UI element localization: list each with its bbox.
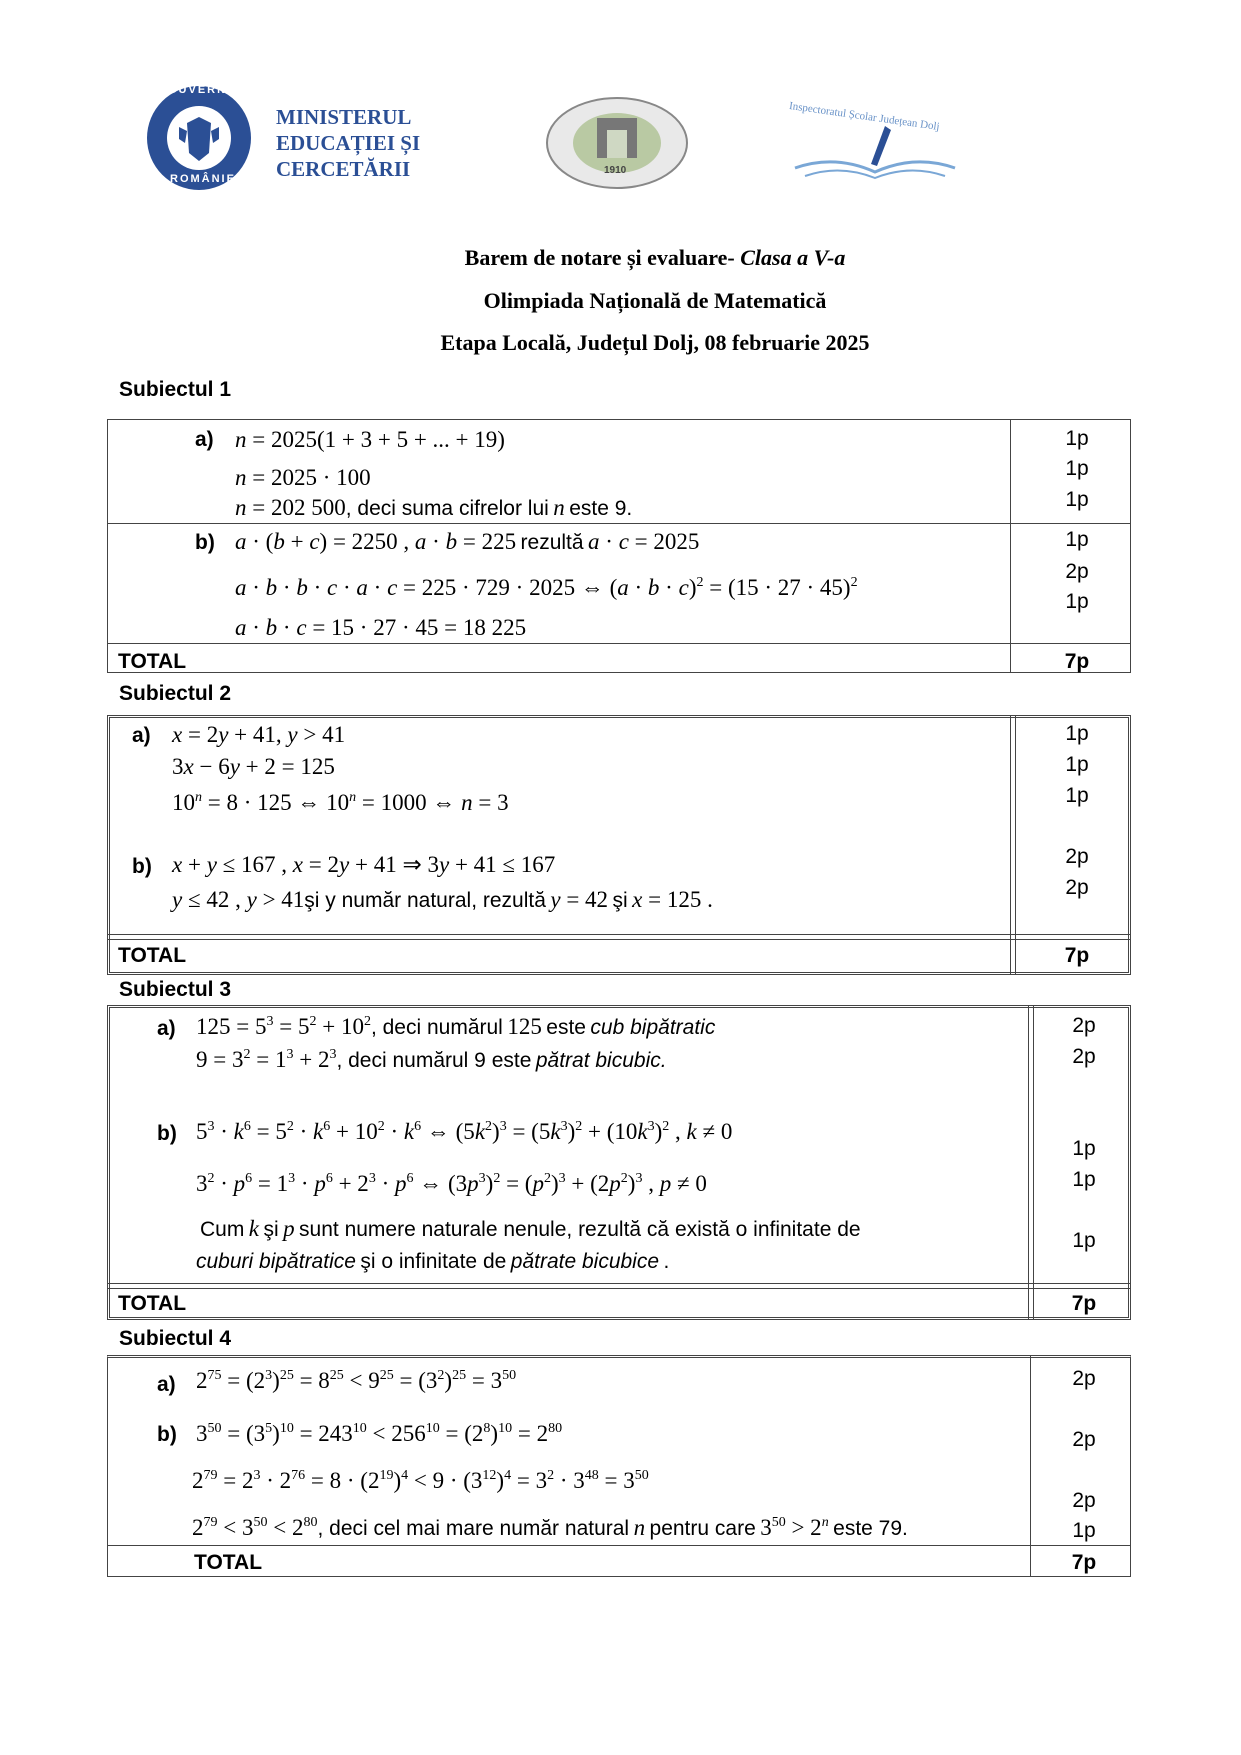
subject-1-a-line-1: n = 2025(1 + 3 + 5 + ... + 19) bbox=[235, 427, 505, 452]
subject-1-a-line-3: n = 202 500, deci suma cifrelor lui n este 9. bbox=[235, 495, 633, 520]
subject-3-b-line-3: Cum k şi p sunt numere naturale nenule, rezultă că există o infinitate de bbox=[200, 1216, 861, 1241]
subject-3-heading: Subiectul 3 bbox=[119, 978, 232, 1001]
subject-2-b-line-2: y ≤ 42 , y > 41şi y număr natural, rezultă y = 42 şi x = 125 . bbox=[172, 887, 713, 912]
subject-3-b-line-2: $3^2 \cdot p^6 = 1^3 \cdot p^6 + 2^3 \cdot p^6$ ⇔ $(3p^3)^2 = (p^2)^3 + (2p^2)^3$ , p ≠ 0 bbox=[196, 1171, 707, 1196]
subject-3-points: 1p bbox=[1072, 1229, 1096, 1252]
subject-2-a-line-1: x = 2y + 41, y > 41 bbox=[172, 722, 346, 747]
subject-2-points: 2p bbox=[1065, 876, 1089, 899]
subject-4-total-label: TOTAL bbox=[194, 1551, 263, 1574]
subject-4-b-line-2: $2^{79} = 2^3 \cdot 2^{76} = 8 \cdot (2^{19})^4 < 9 \cdot (3^{12})^4 = 3^2 \cdot 3^{48} = 3^{50}$ bbox=[192, 1468, 649, 1493]
ministry-name: MINISTERUL EDUCAȚIEI ȘI CERCETĂRII bbox=[276, 105, 421, 181]
subject-4-heading: Subiectul 4 bbox=[119, 1327, 232, 1350]
subject-1-points: 1p bbox=[1065, 457, 1089, 480]
subject-1-a-label: a) bbox=[195, 428, 214, 451]
subject-3-b-label: b) bbox=[157, 1122, 177, 1145]
subject-4-a-line-1: $2^{75} = (2^3)^{25} = 8^{25} < 9^{25} = (3^2)^{25} = 3^{50}$ bbox=[196, 1368, 517, 1393]
subject-1-b-line-2: a · b · b · c · a · c = 225 · 729 · 2025 ⇔ $(a \cdot b \cdot c)^2 = (15 \cdot 27 \cdot 45)^2$ bbox=[235, 575, 858, 600]
subject-2-b-label: b) bbox=[132, 855, 152, 878]
subject-2-total-points: 7p bbox=[1064, 944, 1090, 967]
subject-1-heading: Subiectul 1 bbox=[119, 378, 232, 401]
subject-1-points: 2p bbox=[1065, 560, 1089, 583]
subject-3-points: 2p bbox=[1072, 1014, 1096, 1037]
subject-1-points: 1p bbox=[1065, 427, 1089, 450]
subject-4-points: 2p bbox=[1072, 1489, 1096, 1512]
subject-4-total-points: 7p bbox=[1071, 1551, 1097, 1574]
gov-logo-text-top: GUVERNUL bbox=[168, 84, 246, 96]
math-society-logo-year: 1910 bbox=[604, 165, 627, 176]
subject-2-a-label: a) bbox=[132, 724, 151, 747]
subject-2-heading: Subiectul 2 bbox=[119, 682, 232, 705]
gov-logo-text-bottom: ROMÂNIEI bbox=[170, 173, 241, 185]
olympiad-title: Olimpiada Națională de Matematică bbox=[483, 288, 827, 313]
school-inspectorate-logo-text: Inspectoratul Școlar Județean Dolj bbox=[788, 100, 941, 134]
subject-2-points: 1p bbox=[1065, 753, 1089, 776]
subject-3-b-line-1: $5^3 \cdot k^6 = 5^2 \cdot k^6 + 10^2 \cdot k^6$ ⇔ $(5k^2)^3 = (5k^3)^2 + (10k^3)^2$ , k ≠ 0 bbox=[196, 1119, 733, 1144]
subject-4-points: 2p bbox=[1072, 1428, 1096, 1451]
subject-4-points: 2p bbox=[1072, 1367, 1096, 1390]
subject-3-a-line-2: $9 = 3^2 = 1^3 + 2^3$, deci numărul 9 este pătrat bicubic. bbox=[196, 1047, 667, 1072]
page-title: Barem de notare și evaluare- Clasa a V-a bbox=[464, 245, 846, 270]
subject-1-b-line-1: a · (b + c) = 2250 , a · b = 225 rezultă a · c = 2025 bbox=[235, 529, 700, 554]
subject-2-total-label: TOTAL bbox=[118, 944, 187, 967]
subject-1-points: 1p bbox=[1065, 528, 1089, 551]
subject-1-points: 1p bbox=[1065, 590, 1089, 613]
subject-2-b-line-1: x + y ≤ 167 , x = 2y + 41 ⇒ 3y + 41 ≤ 167 bbox=[172, 852, 556, 877]
subject-4-b-line-1: $3^{50} = (3^5)^{10} = 243^{10} < 256^{10} = (2^8)^{10} = 2^{80}$ bbox=[196, 1421, 563, 1446]
subject-3-points: 1p bbox=[1072, 1137, 1096, 1160]
subject-2-points: 2p bbox=[1065, 845, 1089, 868]
subject-1-a-line-2: n = 2025 · 100 bbox=[235, 465, 371, 490]
subject-2-points: 1p bbox=[1065, 784, 1089, 807]
subject-4-b-line-3: $2^{79} < 3^{50} < 2^{80}$, deci cel mai mare număr natural n pentru care $3^{50} > 2^n$ este 79. bbox=[192, 1515, 908, 1540]
subject-3-total-label: TOTAL bbox=[118, 1292, 187, 1315]
subject-4-points: 1p bbox=[1072, 1519, 1096, 1542]
subject-1-b-label: b) bbox=[195, 531, 215, 554]
subject-2-a-line-3: $10^n = 8 \cdot 125$ ⇔ $10^n = 1000$ ⇔ n = 3 bbox=[172, 790, 509, 815]
subject-3-a-line-1: $125 = 5^3 = 5^2 + 10^2$, deci numărul 125 este cub bipătratic bbox=[196, 1014, 716, 1039]
subject-1-total-points: 7p bbox=[1064, 650, 1090, 673]
subject-4-a-label: a) bbox=[157, 1373, 176, 1396]
subject-4-b-label: b) bbox=[157, 1423, 177, 1446]
subject-2-a-line-2: 3x − 6y + 2 = 125 bbox=[172, 754, 335, 779]
subject-3-points: 1p bbox=[1072, 1168, 1096, 1191]
subject-1-b-line-3: a · b · c = 15 · 27 · 45 = 18 225 bbox=[235, 615, 527, 640]
stage-title: Etapa Locală, Județul Dolj, 08 februarie 2025 bbox=[440, 330, 870, 355]
subject-1-points: 1p bbox=[1065, 488, 1089, 511]
subject-3-total-points: 7p bbox=[1071, 1292, 1097, 1315]
subject-1-total-label: TOTAL bbox=[118, 650, 187, 673]
subject-3-points: 2p bbox=[1072, 1045, 1096, 1068]
subject-2-points: 1p bbox=[1065, 722, 1089, 745]
subject-3-a-label: a) bbox=[157, 1017, 176, 1040]
subject-3-b-line-4: cuburi bipătratice şi o infinitate de pătrate bicubice . bbox=[196, 1250, 670, 1273]
